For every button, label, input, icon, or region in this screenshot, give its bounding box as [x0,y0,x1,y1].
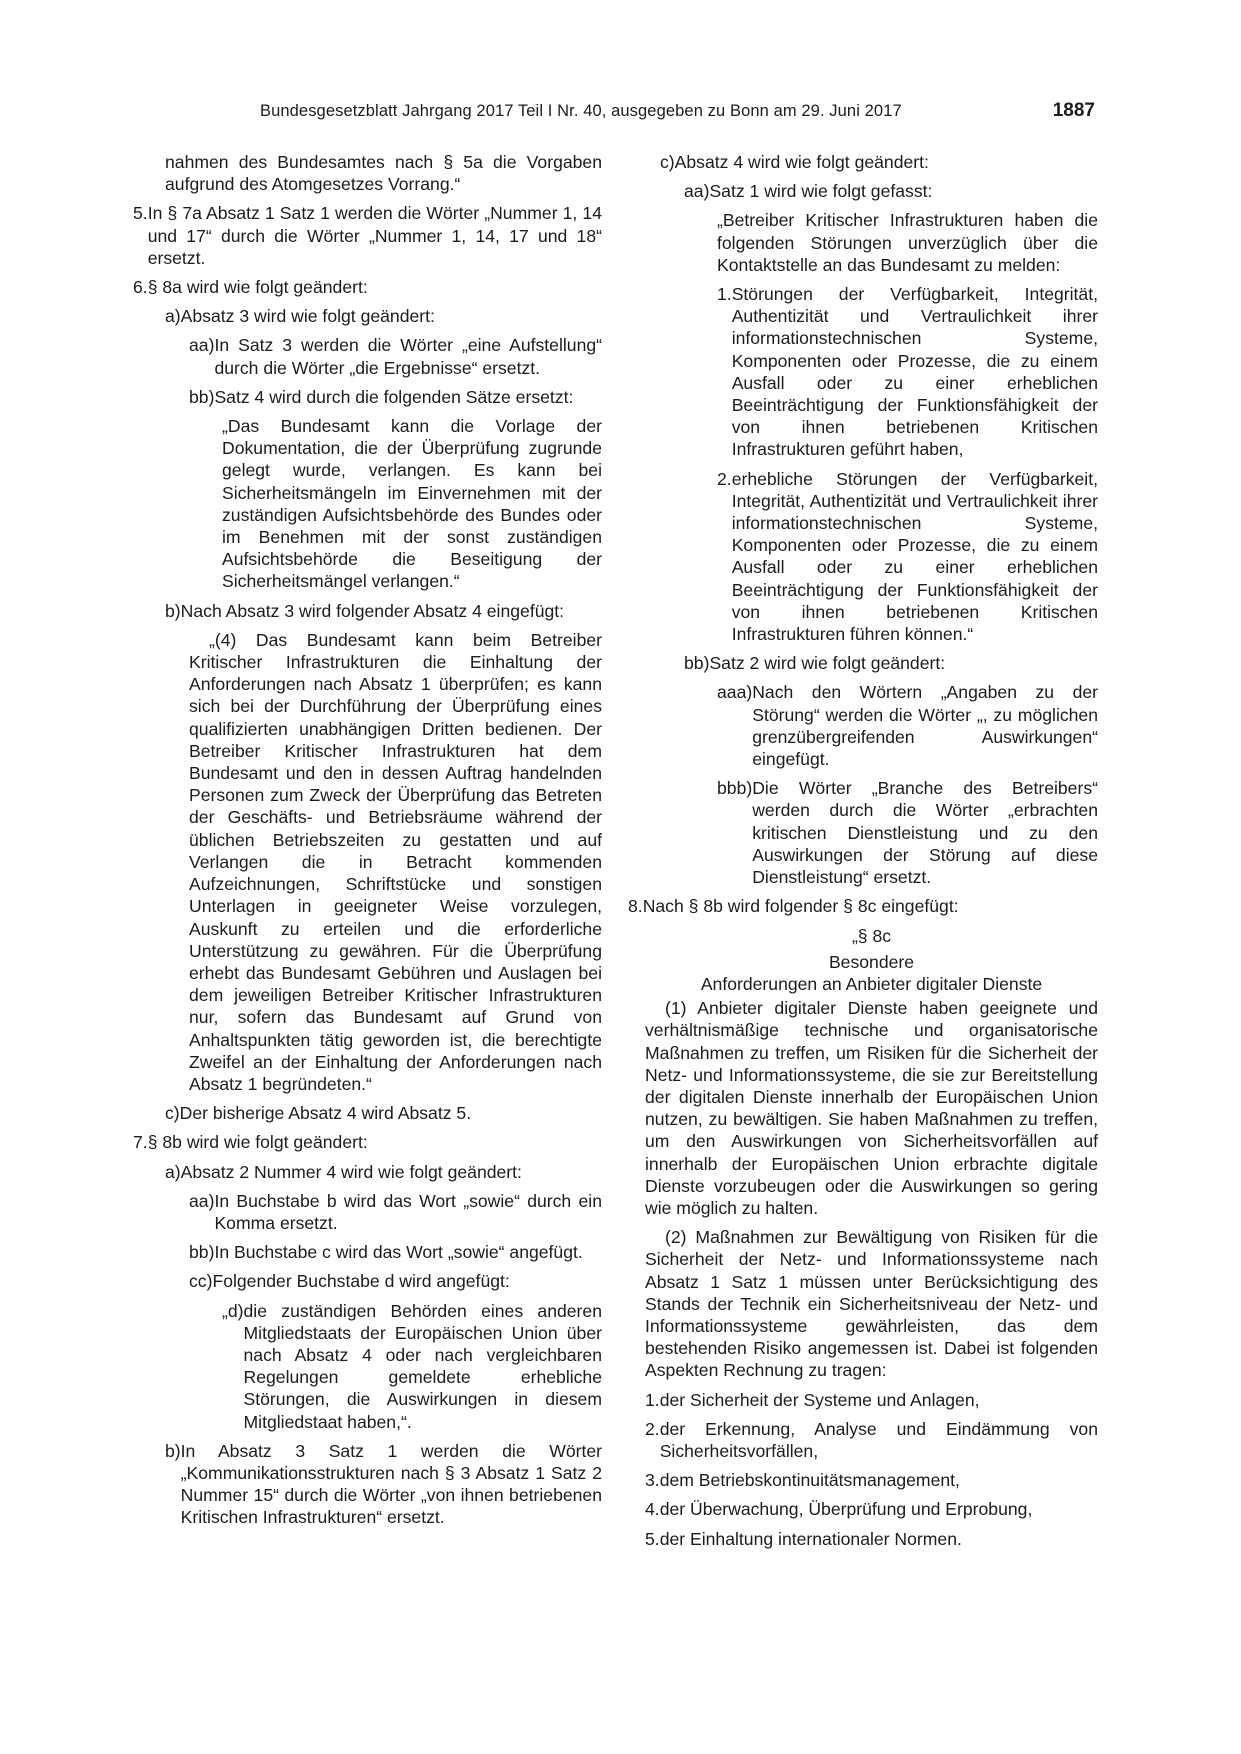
item-6b [165,600,602,622]
item-marker: bb) [684,653,710,674]
item-marker: 1. [717,284,732,305]
quoted-amendment: „Das Bundesamt kann die Vorlage der Dokumentation, die der Überprüfung zugrunde gelegt wurde, verlangen. Es kann bei Sicherheitsmängeln im Einvernehmen mit der zuständigen Aufsichtsbehörde des Bundes oder im Benehmen mit der sonst zuständigen Aufsichtsbehörde die Beseitigung der Sicherheitsmängel verlangen.“ [222,416,602,592]
item-text: Folgender Buchstabe d wird angefügt: [212,1271,510,1292]
item-marker: b) [165,600,181,621]
item-7a-aa [189,1190,602,1234]
item-marker: cc) [189,1271,213,1292]
section-title-line-2: Anforderungen an Anbieter digitaler Dienste [700,973,1043,994]
item-7c-bb-bbb [717,777,1098,888]
item-text: Der bisherige Absatz 4 wird Absatz 5. [179,1103,472,1124]
list-item-3 [645,1469,1098,1491]
item-marker: c) [660,152,675,172]
item-7c-bb [684,652,1098,674]
item-marker: bb) [189,386,215,407]
item-text: der Sicherheit der Systeme und Anlagen, [659,1389,980,1410]
item-text: Satz 1 wird wie folgt gefasst: [709,181,933,202]
section-paragraph-2: (2) Maßnahmen zur Bewältigung von Risiken für die Sicherheit der Netz- und Informationssysteme nach Absatz 1 Satz 1 müssen unter Berücksichtigung des Stands der Technik ein Sicherheitsniveau der Netz- und Informationssysteme gewährleisten, das dem bestehenden Risiko angemessen ist. Dabei ist folgenden Aspekten Rechnung zu tragen: [645,1227,1098,1381]
item-marker: 5. [645,1528,660,1549]
item-7a [165,1161,602,1183]
page-number: 1887 [1052,100,1095,121]
item-6a-aa [189,334,602,378]
item-marker: 8. [628,896,643,917]
item-marker: 2. [717,468,732,489]
item-text: Nach § 8b wird folgender § 8c eingefügt: [642,896,959,917]
item-marker: aa) [684,181,710,202]
quoted-item-2 [717,468,1098,646]
quoted-item-1 [717,283,1098,461]
item-marker: a) [165,1161,181,1182]
list-item-5 [645,1528,1098,1550]
item-text: In Buchstabe b wird das Wort „sowie“ durch ein Komma ersetzt. [214,1190,602,1233]
item-marker: 7. [133,1132,148,1153]
item-text: dem Betriebskontinuitätsmanagement, [659,1470,960,1491]
item-text: Satz 2 wird wie folgt geändert: [709,653,946,674]
item-6a [165,305,602,327]
item-text: Nach den Wörtern „Angaben zu der Störung“ werden die Wörter „, zu möglichen grenzübergreifenden Auswirkungen“ eingefügt. [752,682,1098,770]
item-marker: aa) [189,335,215,356]
item-7a-bb [189,1241,602,1263]
running-title: Bundesgesetzblatt Jahrgang 2017 Teil I Nr. 40, ausgegeben zu Bonn am 29. Juni 2017 [260,102,902,120]
item-marker: b) [165,1440,181,1461]
item-text: Nach Absatz 3 wird folgender Absatz 4 eingefügt: [180,600,565,621]
left-column [133,151,602,1536]
item-7c-aa [684,180,1098,202]
item-7a-cc-d [222,1300,602,1433]
item-text: erhebliche Störungen der Verfügbarkeit, Integrität, Authentizität und Vertraulichkeit ihrer informationstechnischen Systeme, Komponenten oder Prozesse, die zu einem Ausfall oder zu einer erheblichen Beeinträchtigung der Funktionsfähigkeit der von ihnen betriebenen Kritischen Infrastrukturen führen können.“ [731,468,1098,645]
item-text: In Satz 3 werden die Wörter „eine Aufstellung“ durch die Wörter „die Ergebnisse“ ersetzt. [214,335,602,378]
item-marker: bb) [189,1242,215,1263]
item-text: In § 7a Absatz 1 Satz 1 werden die Wörter „Nummer 1, 14 und 17“ durch die Wörter „Nummer 1, 14, 17 und 18“ ersetzt. [147,203,602,268]
item-text: Absatz 3 wird wie folgt geändert: [180,306,435,327]
item-marker: 2. [645,1418,660,1439]
item-8 [628,895,1098,917]
section-number: „§ 8c [851,925,892,946]
item-marker: aaa) [717,682,753,703]
item-text: Die Wörter „Branche des Betreibers“ werden durch die Wörter „erbrachten kritischen Dienstleistung und zu den Auswirkungen der Störung auf diese Dienstleistung“ ersetzt. [752,778,1098,888]
item-text: In Buchstabe c wird das Wort „sowie“ angefügt. [214,1242,583,1263]
quoted-sentence: „Betreiber Kritischer Infrastrukturen haben die folgenden Störungen unverzüglich über die Kontaktstelle an das Bundesamt zu melden: [717,210,1098,275]
item-text: § 8a wird wie folgt geändert: [147,277,368,298]
item-text: der Erkennung, Analyse und Eindämmung von Sicherheitsvorfällen, [659,1418,1098,1461]
item-text: der Einhaltung internationaler Normen. [659,1528,962,1549]
item-text: Absatz 2 Nummer 4 wird wie folgt geändert: [180,1161,522,1182]
item-marker: 6. [133,277,148,298]
item-7a-cc [189,1270,602,1292]
item-6a-bb [189,386,602,408]
item-7 [133,1131,602,1153]
item-marker: 4. [645,1499,660,1520]
item-6c [165,1102,602,1124]
item-marker: „d) [222,1300,244,1321]
item-text: § 8b wird wie folgt geändert: [147,1132,368,1153]
quoted-paragraph: „(4) Das Bundesamt kann beim Betreiber Kritischer Infrastrukturen die Einhaltung der Anforderungen nach Absatz 1 überprüfen; es kann sich bei der Durchführung der Überprüfung eines qualifizierten unabhängigen Dritten bedienen. Der Betreiber Kritischer Infrastrukturen hat dem Bundesamt und den in dessen Auftrag handelnden Personen zum Zweck der Überprüfung das Betreten der Geschäfts- und Betriebsräume während der üblichen Betriebszeiten zu gestatten und auf Verlangen die in Betracht kommenden Aufzeichnungen, Schriftstücke und sonstigen Unterlagen in geeigneter Weise vorzulegen, Auskunft zu erteilen und die erforderliche Unterstützung zu gewähren. Für die Überprüfung erhebt das Bundesamt Gebühren und Auslagen bei dem jeweiligen Betreiber Kritischer Infrastrukturen nur, sofern das Bundesamt auf Grund von Anhaltspunkten tätig geworden ist, die berechtigte Zweifel an der Einhaltung der Anforderungen nach Absatz 1 begründeten.“ [189,629,602,1094]
item-7c-bb-aaa [717,681,1098,770]
item-6 [133,276,602,298]
section-title-line-1: Besondere [828,951,915,972]
item-7c [660,151,1098,173]
item-marker: a) [165,306,181,327]
section-paragraph-1: (1) Anbieter digitaler Dienste haben geeignete und verhältnismäßige technische und organisatorische Maßnahmen zu treffen, um Risiken für die Sicherheit der Netz- und Informationssysteme, die sie zur Bereitstellung der digitalen Dienste innerhalb der Europäischen Union nutzen, zu bewältigen. Sie haben Maßnahmen zu treffen, um den Auswirkungen von Sicherheitsvorfällen auf innerhalb der Europäischen Union erbrachte digitale Dienste vorzubeugen oder die Auswirkungen so gering wie möglich zu halten. [645,998,1098,1218]
list-item-2 [645,1418,1098,1462]
item-7b [165,1440,602,1529]
item-marker: bbb) [717,778,753,799]
item-marker: 5. [133,203,148,224]
right-column [628,151,1098,1557]
item-text: In Absatz 3 Satz 1 werden die Wörter „Kommunikationsstrukturen nach § 3 Absatz 1 Satz 2 Nummer 15“ durch die Wörter „von ihnen betriebenen Kritischen Infrastrukturen“ ersetzt. [180,1440,602,1528]
item-text: Satz 4 wird durch die folgenden Sätze ersetzt: [214,386,574,407]
list-item-1 [645,1389,1098,1411]
item-marker: 1. [645,1389,660,1410]
item-text: Störungen der Verfügbarkeit, Integrität, Authentizität und Vertraulichkeit ihrer informationstechnischen Systeme, Komponenten oder Prozesse, die zu einem Ausfall oder zu einer erheblichen Beeinträchtigung der Funktionsfähigkeit der von ihnen betriebenen Kritischen Infrastrukturen geführt haben, [731,284,1098,460]
continued-text: nahmen des Bundesamtes nach § 5a die Vorgaben aufgrund des Atomgesetzes Vorrang.“ [165,152,602,195]
item-text: Absatz 4 wird wie folgt geändert: [674,152,929,172]
item-marker: 3. [645,1470,660,1491]
item-text: der Überwachung, Überprüfung und Erprobung, [659,1499,1033,1520]
item-marker: c) [165,1103,180,1124]
item-marker: aa) [189,1190,215,1211]
page-header [150,100,1095,124]
list-item-4 [645,1498,1098,1520]
item-5 [133,202,602,269]
item-text: die zuständigen Behörden eines anderen Mitgliedstaats der Europäischen Union über nach Absatz 4 oder nach vergleichbaren Regelungen gemeldete erhebliche Störungen, die Auswirkungen in diesem Mitgliedstaat haben,“. [243,1300,602,1432]
